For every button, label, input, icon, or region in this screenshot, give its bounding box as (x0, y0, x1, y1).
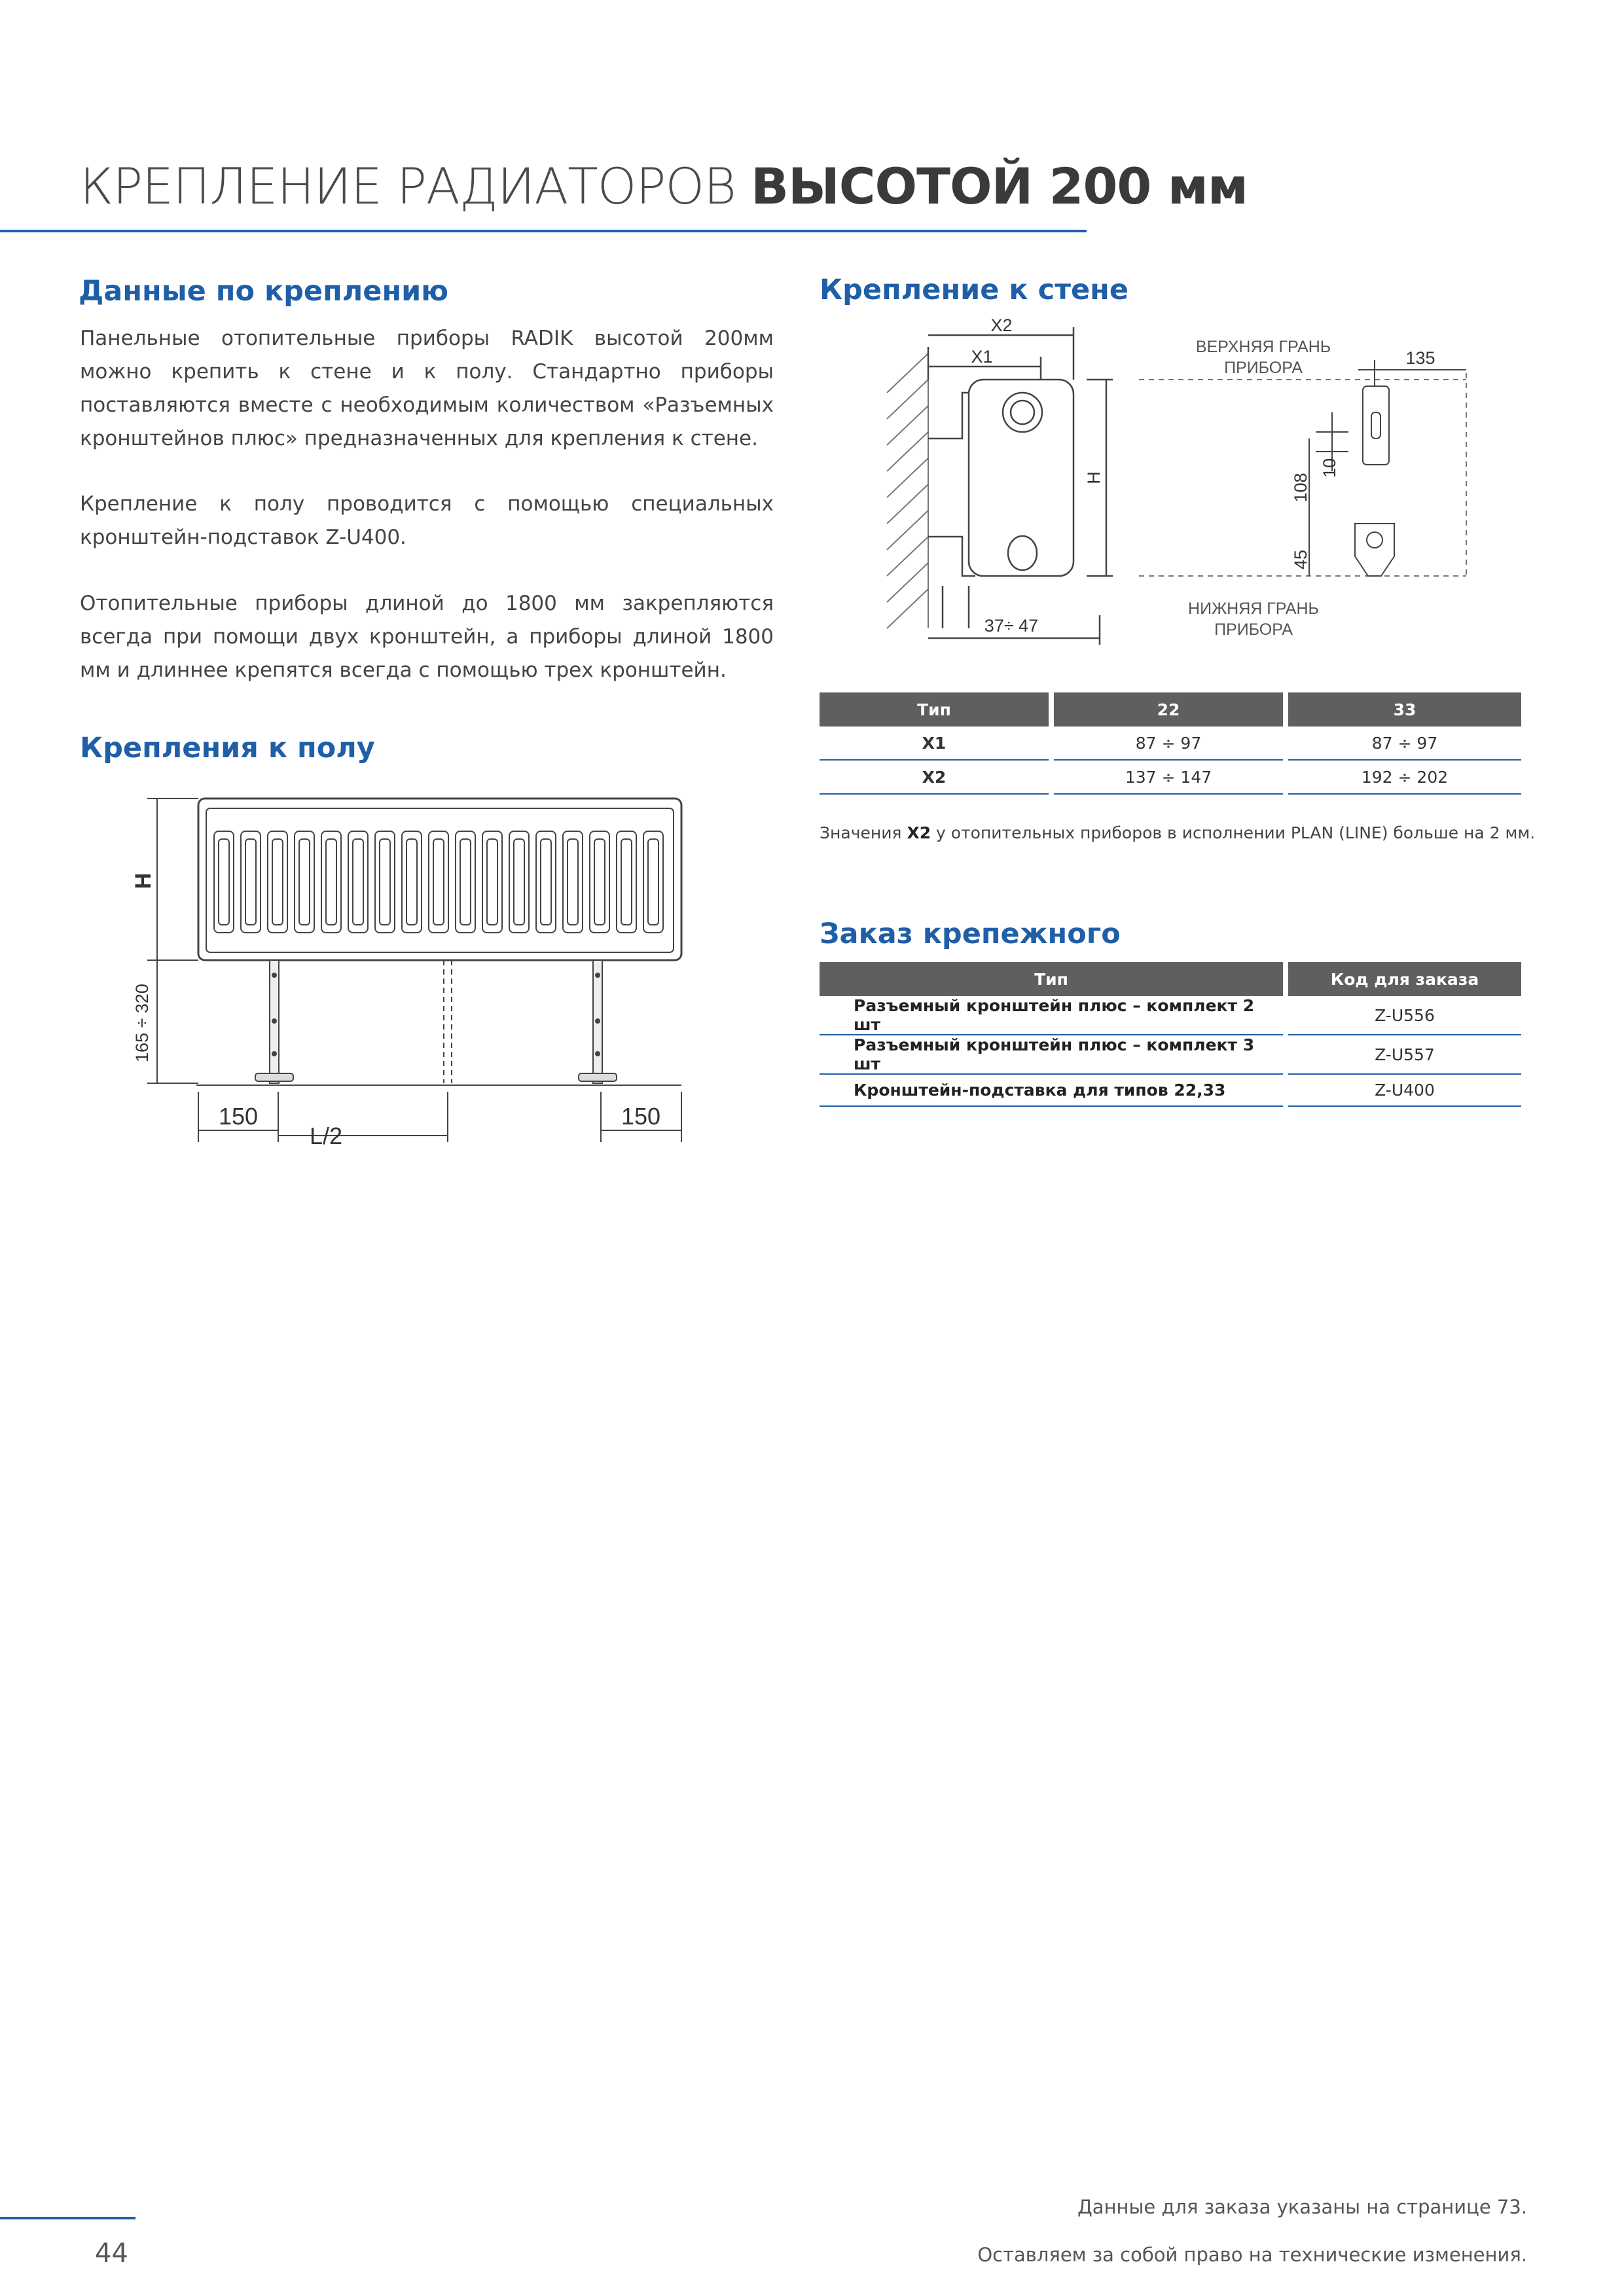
radiator-fin-inner (326, 839, 336, 925)
radiator-fin-inner (541, 839, 551, 925)
order-type-cell: Кронштейн-подставка для типов 22,33 (820, 1075, 1283, 1107)
radiator-fin-inner (460, 839, 471, 925)
plan-line-note: Значения X2 у отопительных приборов в исполнении PLAN (LINE) больше на 2 мм. (820, 823, 1536, 842)
floor-right-offset-label: 150 (621, 1103, 661, 1130)
radiator-fin-inner (245, 839, 256, 925)
order-table-header (820, 962, 1521, 996)
spec-header-22: 22 (1054, 692, 1283, 726)
dim-45-label: 45 (1291, 549, 1310, 570)
table-row (820, 1035, 1521, 1075)
radiator-fin (456, 831, 475, 933)
mount-data-heading: Данные по креплению (79, 275, 449, 308)
radiator-fin (402, 831, 422, 933)
floor-h-label: H (131, 872, 156, 889)
order-code-cell: Z-U400 (1288, 1075, 1521, 1107)
order-code-cell: Z-U557 (1288, 1035, 1521, 1075)
radiator-fin-inner (219, 839, 229, 925)
spec-cell: 87 ÷ 97 (1288, 726, 1521, 761)
radiator-fin-inner (406, 839, 417, 925)
wall-depth-label: 37÷ 47 (984, 616, 1039, 636)
order-page-note: Данные для заказа указаны на странице 73. (1077, 2196, 1527, 2218)
radiator-fin-inner (648, 839, 659, 925)
spec-row-label: X1 (820, 726, 1049, 761)
footer-rule (0, 2217, 135, 2219)
radiator-fin-inner (272, 839, 283, 925)
top-edge-label-2: ПРИБОРА (1224, 359, 1303, 377)
radiator-fin (348, 831, 368, 933)
radiator-fin (321, 831, 341, 933)
spec-header-33: 33 (1288, 692, 1521, 726)
wall-x1-label: X1 (971, 347, 993, 367)
radiator-fin (482, 831, 502, 933)
wall-mount-heading: Крепление к стене (820, 274, 1129, 306)
table-row (820, 1075, 1521, 1107)
spec-row-label: X2 (820, 761, 1049, 795)
page-number: 44 (95, 2238, 128, 2269)
radiator-fin-inner (568, 839, 578, 925)
radiator-fin (214, 831, 234, 933)
radiator-fin (617, 831, 636, 933)
radiator-fin (429, 831, 448, 933)
radiator-fin-inner (433, 839, 444, 925)
spec-cell: 137 ÷ 147 (1054, 761, 1283, 795)
radiator-fin-inner (594, 839, 605, 925)
radiator-fin-inner (514, 839, 524, 925)
page-title-light: КРЕПЛЕНИЕ РАДИАТОРОВ (80, 157, 736, 215)
radiator-fin (643, 831, 663, 933)
radiator-fin (536, 831, 556, 933)
spec-cell: 192 ÷ 202 (1288, 761, 1521, 795)
radiator-fin-inner (487, 839, 497, 925)
spec-cell: 87 ÷ 97 (1054, 726, 1283, 761)
order-type-cell: Разъемный кронштейн плюс – комплект 2 шт (820, 996, 1283, 1035)
radiator-fin (590, 831, 609, 933)
bottom-edge-label-1: НИЖНЯЯ ГРАНЬ (1188, 600, 1319, 618)
radiator-fin (268, 831, 287, 933)
order-header-code: Код для заказа (1288, 962, 1521, 996)
table-row (820, 726, 1521, 761)
dim-135-label: 135 (1405, 348, 1435, 368)
floor-half-length-label: L/2 (309, 1122, 343, 1149)
order-type-cell: Разъемный кронштейн плюс – комплект 3 шт (820, 1035, 1283, 1075)
order-table (814, 962, 1526, 1107)
radiator-fin-inner (380, 839, 390, 925)
bottom-edge-label-2: ПРИБОРА (1214, 620, 1293, 639)
top-edge-label-1: ВЕРХНЯЯ ГРАНЬ (1195, 338, 1331, 356)
wall-x2-label: X2 (990, 315, 1013, 335)
radiator-fin (295, 831, 314, 933)
order-code-cell: Z-U556 (1288, 996, 1521, 1035)
mount-data-paragraph-3: Отопительные приборы длиной до 1800 мм закрепляются всегда при помощи двух кронштейн, а приборы длиной 1800 мм и длиннее крепятся всегда с помощью трех кронштейн. (80, 592, 774, 682)
floor-left-offset-label: 150 (218, 1103, 259, 1130)
radiator-fin (509, 831, 529, 933)
rights-note: Оставляем за собой право на технические изменения. (977, 2244, 1527, 2266)
title-rule (0, 230, 1087, 232)
dim-108-label: 108 (1291, 473, 1310, 503)
mount-data-paragraph-1: Панельные отопительные приборы RADIK высотой 200мм можно крепить к стене и к полу. Стандартно приборы поставляются вместе с необходимым количеством «Разъемных кронштейнов плюс» предназначенных для крепления к стене. (80, 327, 774, 450)
spec-table-header (820, 692, 1521, 726)
mount-data-paragraph-2: Крепление к полу проводится с помощью специальных кронштейн-подставок Z-U400. (80, 492, 774, 549)
order-heading: Заказ крепежного (820, 918, 1121, 950)
table-row (820, 996, 1521, 1035)
radiator-fin (563, 831, 583, 933)
radiator-fin (375, 831, 395, 933)
spec-table (814, 692, 1526, 795)
floor-mount-heading: Крепления к полу (80, 732, 375, 764)
floor-range-label: 165 ÷ 320 (132, 984, 152, 1062)
wall-mount-diagram (877, 314, 1486, 655)
floor-mount-diagram (118, 785, 707, 1152)
table-row (820, 761, 1521, 795)
page-title-bold: ВЫСОТОЙ 200 мм (751, 157, 1248, 215)
spec-header-type: Тип (820, 692, 1049, 726)
radiator-fin-inner (621, 839, 632, 925)
order-header-type: Тип (820, 962, 1283, 996)
wall-h-label: H (1084, 471, 1104, 484)
page-title (80, 157, 1248, 215)
radiator-fin-inner (299, 839, 310, 925)
radiator-fin-inner (353, 839, 363, 925)
dim-10-label: 10 (1320, 457, 1339, 478)
radiator-fin (241, 831, 261, 933)
